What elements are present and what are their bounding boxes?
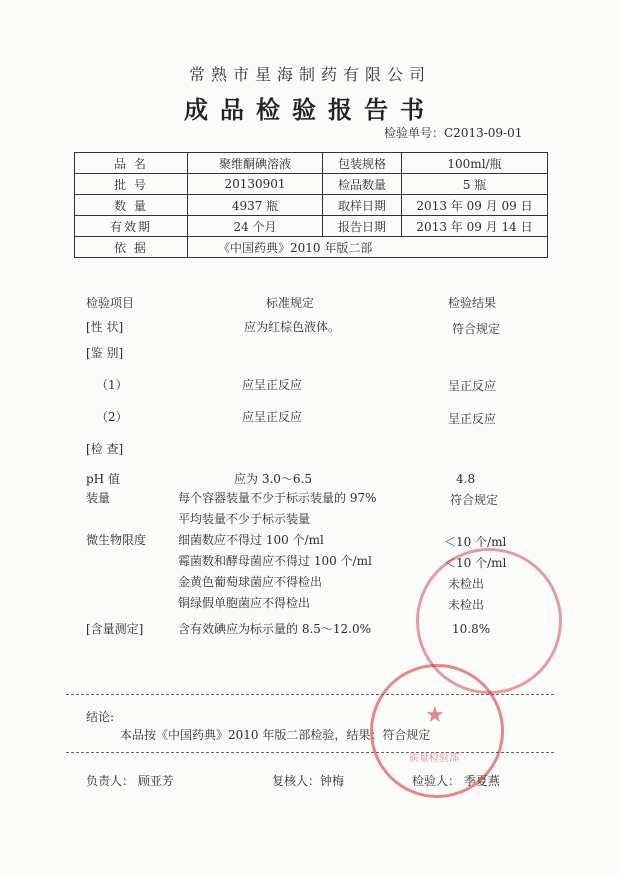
- table-row: [75, 153, 548, 174]
- doc-number: 检验单号：C2013-09-01: [384, 126, 523, 140]
- ident-1-standard: 应呈正反应: [242, 378, 303, 392]
- assay-result: 10.8%: [452, 622, 491, 636]
- product-info-table: [74, 152, 548, 258]
- micro-standard-3: 金黄色葡萄球菌应不得检出: [178, 575, 323, 589]
- label-product-name: 品 名: [75, 153, 188, 174]
- table-row: [75, 237, 548, 258]
- label-package-spec: 包装规格: [323, 153, 402, 174]
- value-sampling-date: 2013 年 09 月 09 日: [402, 195, 548, 216]
- fill-standard-2: 平均装量不少于标示装量: [178, 512, 311, 526]
- ident-2-label: （2）: [96, 410, 128, 424]
- ph-standard: 应为 3.0～6.5: [234, 472, 312, 486]
- label-validity: 有效期: [75, 216, 188, 237]
- responsible-signature: 负责人： 顾亚芳: [86, 774, 174, 788]
- conclusion-label: 结论:: [86, 710, 115, 724]
- assay-standard: 含有效碘应为标示量的 8.5～12.0%: [178, 622, 372, 636]
- micro-result-4: 未检出: [448, 598, 485, 612]
- ident-2-result: 呈正反应: [448, 412, 497, 426]
- value-basis: 《中国药典》2010 年版二部: [188, 237, 548, 258]
- report-title: 成品检验报告书: [184, 95, 436, 124]
- value-product-name: 聚维酮碘溶液: [188, 153, 323, 174]
- table-row: [75, 216, 548, 237]
- fill-result: 符合规定: [450, 493, 499, 507]
- fill-label: 装量: [86, 491, 111, 505]
- conclusion-text: 本品按《中国药典》2010 年版二部检验，结果：符合规定: [120, 728, 431, 742]
- label-basis: 依 据: [75, 237, 188, 258]
- table-row: [75, 195, 548, 216]
- reviewer-signature: 复核人：钟梅: [272, 774, 345, 788]
- ph-label: pH 值: [86, 472, 120, 486]
- micro-standard-1: 细菌数应不得过 100 个/ml: [178, 533, 324, 547]
- ident-1-result: 呈正反应: [448, 379, 497, 393]
- micro-label: 微生物限度: [86, 533, 147, 547]
- fill-standard-1: 每个容器装量不少于标示装量的 97%: [178, 491, 377, 505]
- label-batch-no: 批 号: [75, 174, 188, 195]
- appearance-label: [性 状]: [86, 320, 124, 334]
- table-row: [75, 174, 548, 195]
- label-report-date: 报告日期: [323, 216, 402, 237]
- value-quantity: 4937 瓶: [188, 195, 323, 216]
- value-report-date: 2013 年 09 月 14 日: [402, 216, 548, 237]
- ident-1-label: （1）: [96, 378, 128, 392]
- inspection-label: [检 查]: [86, 442, 124, 456]
- value-sample-qty: 5 瓶: [402, 174, 548, 195]
- micro-result-1: ＜10 个/ml: [444, 535, 507, 549]
- label-sample-qty: 检品数量: [323, 174, 402, 195]
- quality-dept-seal-stamp: [370, 664, 504, 798]
- appearance-result: 符合规定: [452, 322, 501, 336]
- col-header-item: 检验项目: [86, 296, 135, 310]
- inspector-signature: 检验人： 季夏燕: [412, 774, 500, 788]
- ph-result: 4.8: [456, 472, 476, 486]
- micro-result-3: 未检出: [448, 577, 485, 591]
- col-header-standard: 标准规定: [266, 296, 315, 310]
- identification-label: [鉴 别]: [86, 346, 124, 360]
- seal-text: 质量检验部: [409, 753, 459, 764]
- col-header-result: 检验结果: [448, 296, 497, 310]
- label-quantity: 数 量: [75, 195, 188, 216]
- micro-standard-4: 铜绿假单胞菌应不得检出: [178, 596, 311, 610]
- value-validity: 24 个月: [188, 216, 323, 237]
- appearance-standard: 应为红棕色液体。: [244, 320, 341, 334]
- micro-result-2: ＜10 个/ml: [444, 556, 507, 570]
- label-sampling-date: 取样日期: [323, 195, 402, 216]
- seal-star-icon: ★: [425, 703, 445, 728]
- micro-standard-2: 霉菌数和酵母菌应不得过 100 个/ml: [178, 554, 372, 568]
- value-batch-no: 20130901: [188, 174, 323, 195]
- ident-2-standard: 应呈正反应: [242, 410, 303, 424]
- value-package-spec: 100ml/瓶: [402, 153, 548, 174]
- company-name: 常熟市星海制药有限公司: [188, 65, 431, 84]
- assay-label: [含量测定]: [86, 622, 144, 636]
